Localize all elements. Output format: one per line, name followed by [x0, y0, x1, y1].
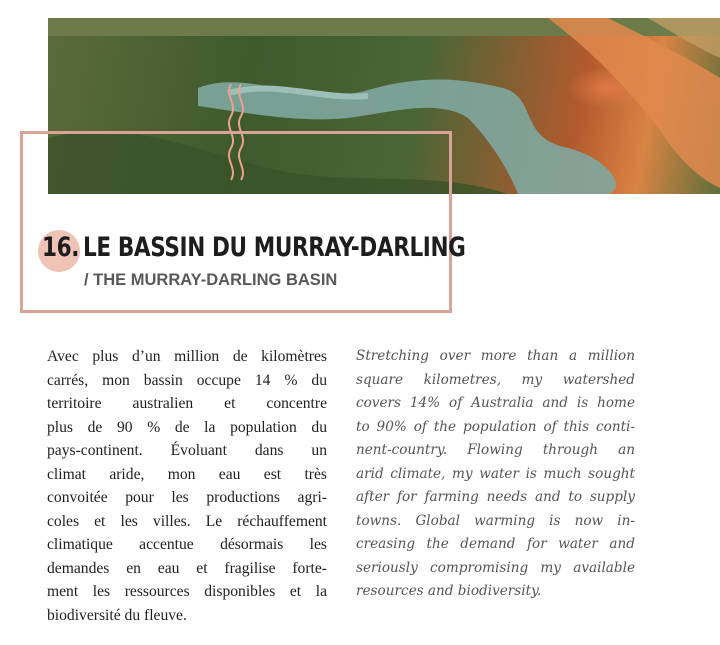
text-line: nent-country. Flowing through an [356, 442, 635, 458]
title-en: / THE MURRAY-DARLING BASIN [84, 271, 338, 289]
text-line: arid climate, my water is much sought [356, 465, 635, 482]
body-text-french [47, 345, 327, 627]
text-line: climatique accentue désormais les [47, 536, 327, 553]
text-line: Stretching over more than a million [356, 348, 635, 364]
text-line: covers 14% of Australia and is home [356, 395, 635, 411]
text-line: plus de 90 % de la population du [47, 418, 327, 436]
text-line: to 90% of the population of this conti- [356, 418, 635, 435]
section-number: 16. [42, 232, 80, 263]
text-line: creasing the demand for water and [356, 536, 635, 552]
text-line: towns. Global warming is now in- [356, 512, 635, 529]
text-line: demandes en eau et fragilise forte- [47, 559, 327, 577]
text-line: coles et les villes. Le réchauffement [47, 512, 327, 530]
body-text-english [356, 345, 635, 604]
text-line: carrés, mon bassin occupe 14 % du [47, 371, 327, 389]
text-line: ment les ressources disponibles et la [47, 583, 327, 600]
text-line: after for farming needs and to supply [356, 489, 635, 505]
text-line: convoitée pour les productions agri- [47, 489, 327, 506]
text-line: seriously compromising my available [356, 559, 635, 576]
title-fr: LE BASSIN DU MURRAY-DARLING [83, 232, 466, 263]
text-line: climat aride, mon eau est très [47, 465, 327, 483]
text-line: territoire australien et concentre [47, 395, 327, 412]
text-line: pays-continent. Évoluant dans un [47, 442, 327, 459]
text-line: resources and biodiversity. [356, 583, 542, 599]
text-line: square kilometres, my watershed [356, 371, 635, 388]
section-title [42, 232, 465, 263]
text-line: Avec plus d’un million de kilomètres [47, 348, 327, 365]
text-line: biodiversité du fleuve. [47, 606, 187, 624]
